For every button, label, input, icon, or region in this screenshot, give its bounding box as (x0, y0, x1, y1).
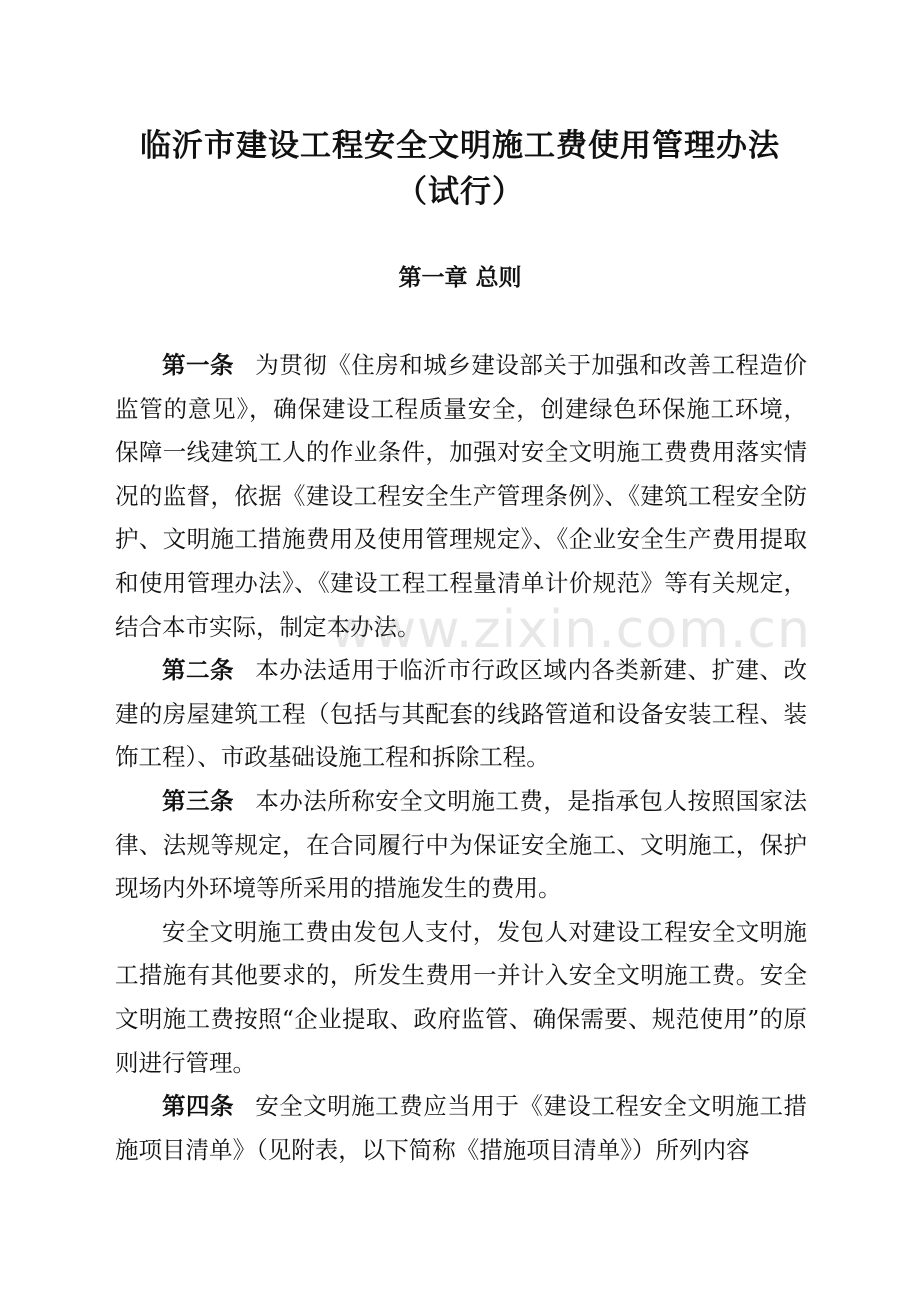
chapter-heading: 第一章 总则 (398, 265, 522, 291)
article-3-continued (115, 911, 807, 1085)
article-label: 第三条 (162, 786, 235, 815)
document-body (115, 344, 807, 1172)
article-label: 第二条 (162, 656, 235, 685)
document-title: 临沂市建设工程安全文明施工费使用管理办法 (140, 128, 780, 164)
article-label: 第四条 (162, 1092, 235, 1121)
article-text: 本办法适用于临沂市行政区域内各类新建、扩建、改建的房屋建筑工程（包括与其配套的线路管道和设备安装工程、装饰工程）、市政基础设施工程和拆除工程。 (115, 656, 808, 772)
article-1 (115, 344, 807, 649)
document-title-suffix: （试行） (396, 174, 524, 210)
article-label: 第一条 (162, 351, 235, 379)
article-text: 本办法所称安全文明施工费，是指承包人按照国家法律、法规等规定，在合同履行中为保证安全施工、文明施工，保护现场内外环境等所采用的措施发生的费用。 (115, 786, 808, 903)
article-text: 为贯彻《住房和城乡建设部关于加强和改善工程造价监管的意见》，确保建设工程质量安全，创建绿色环保施工环境，保障一线建筑工人的作业条件，加强对安全文明施工费费用落实情况的监督，依据《建设工程安全生产管理条例》、《建筑工程安全防护、文明施工措施费用及使用管理规定》、《企业安全生产费用提取和使用管理办法》、《建设工程工程量清单计价规范》等有关规定，结合本市实际，制定本办法。 (115, 351, 808, 641)
article-2 (115, 649, 807, 780)
watermark: www.zixin.com.cn (330, 600, 811, 660)
article-text: 安全文明施工费应当用于《建设工程安全文明施工措施项目清单》（见附表，以下简称《措施项目清单》）所列内容 (115, 1092, 808, 1164)
article-text: 安全文明施工费由发包人支付，发包人对建设工程安全文明施工措施有其他要求的，所发生费用一并计入安全文明施工费。安全文明施工费按照“企业提取、政府监管、确保需要、规范使用”的原则进行管理。 (115, 917, 807, 1077)
article-4 (115, 1085, 807, 1172)
article-3 (115, 780, 807, 911)
